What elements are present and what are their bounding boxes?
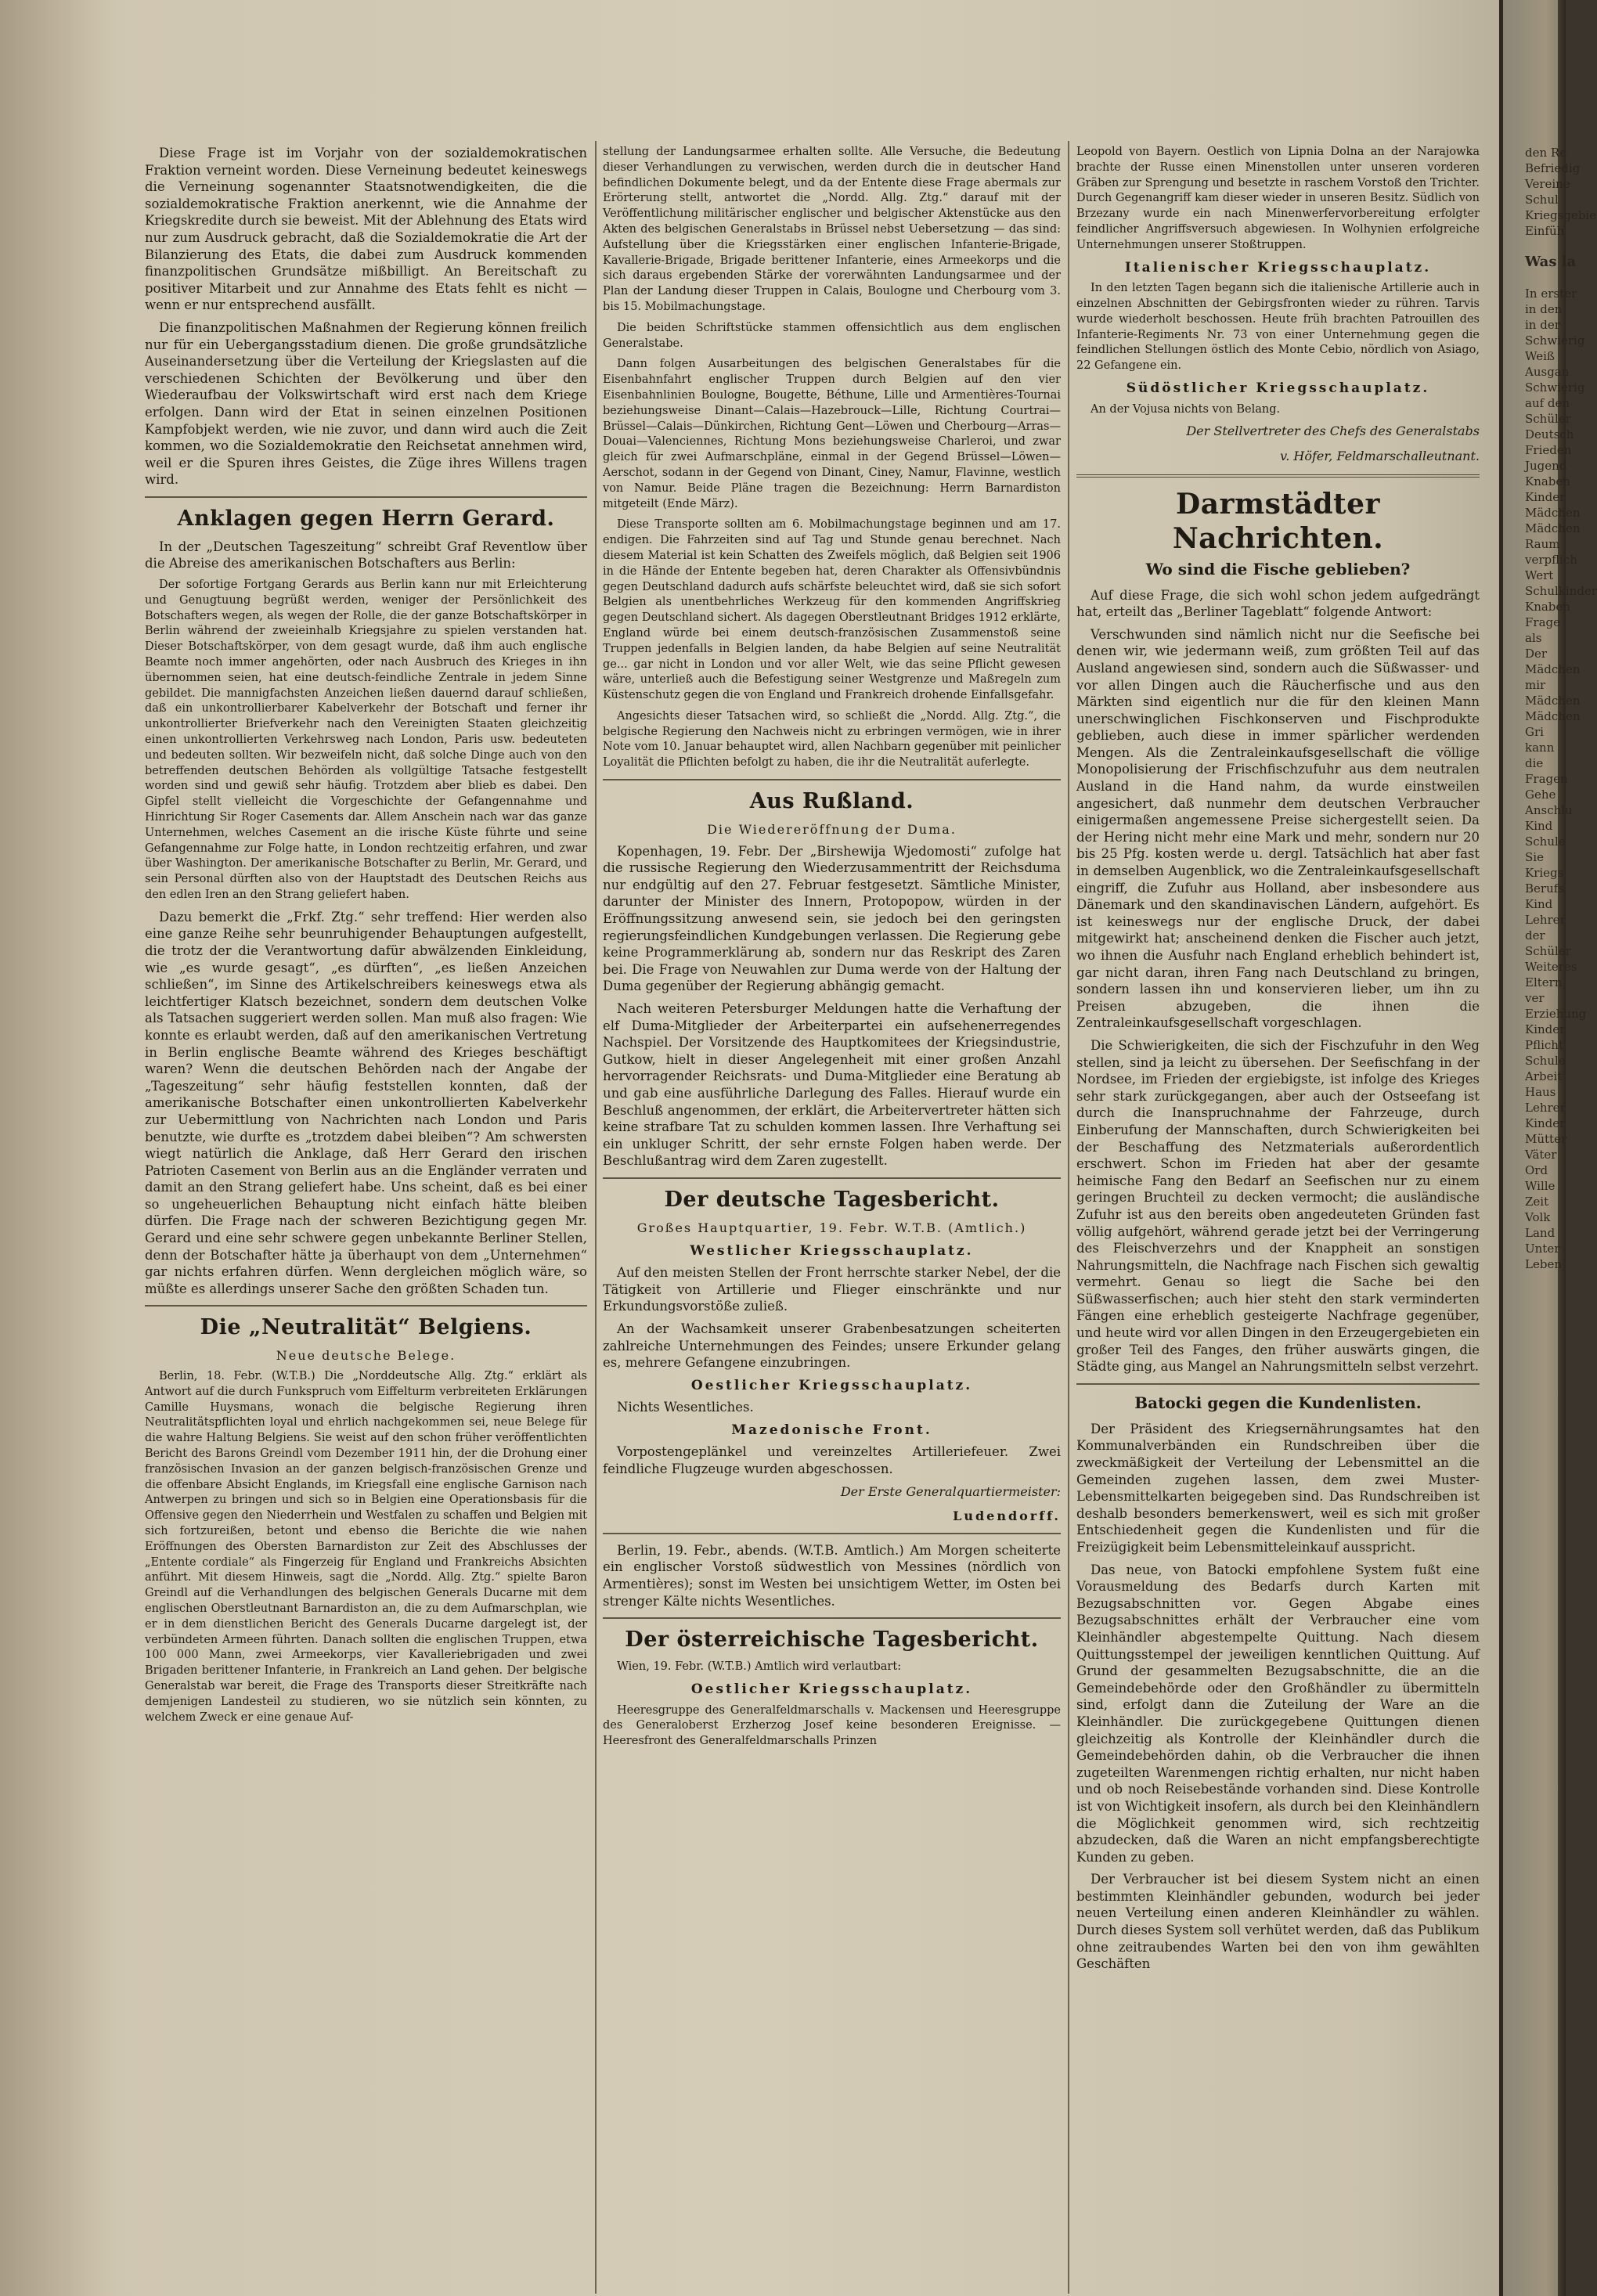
cutoff-line: kann <box>1525 741 1555 755</box>
paragraph: Berlin, 19. Febr., abends. (W.T.B. Amtlich.) Am Morgen scheiterte ein englischer Vorstoß südwestlich von Messines (nördlich von Armentières); sonst im Westen bei unsichtigem Wetter, im Osten bei strenger Kälte nichts Wesentliches. <box>603 1542 1061 1609</box>
cutoff-line: Mädchen <box>1525 709 1581 723</box>
cutoff-line: Arbeit <box>1525 1069 1563 1083</box>
cutoff-line: Kinder <box>1525 1022 1566 1036</box>
paragraph: An der Vojusa nichts von Belang. <box>1091 402 1281 416</box>
section-head: Südöstlicher Kriegsschauplatz. <box>1126 380 1430 396</box>
signature-name <box>603 1508 1061 1525</box>
column-4-cutoff <box>1525 145 1597 2274</box>
paragraph: Nichts Wesentliches. <box>617 1400 754 1415</box>
divider <box>1076 474 1480 478</box>
cutoff-line: Land <box>1525 1226 1556 1240</box>
column-2 <box>603 145 1061 2274</box>
cutoff-line: Pflicht <box>1525 1038 1563 1052</box>
cutoff-line: Kriegs <box>1525 866 1564 880</box>
cutoff-line: Jugend <box>1525 459 1567 473</box>
cutoff-line: in der <box>1525 318 1560 332</box>
cutoff-line: verpflich <box>1525 553 1577 567</box>
cutoff-line: mir <box>1525 678 1546 692</box>
cutoff-line: den Re <box>1525 146 1567 160</box>
article-title-oesterreich: Der österreichische Tagesbericht. <box>625 1627 1039 1653</box>
cutoff-line: Schüler <box>1525 412 1571 426</box>
paragraph: Das neue, von Batocki empfohlene System fußt eine Vorausmeldung des Bedarfs durch Karten mit Bezugsabschnitten vor. Gegen Abgabe eines Bezugsabschnittes erhält der Verbraucher eine vom Kleinhändler abgestempelte Quittung. Nach diesem Quittungsstempel der jeweiligen kenntlichen Quittung. Auf Grund der gesammelten Bezugsabschnitte, die an die Gemeindebehörde oder den Großhändler zu übermitteln sind, erfolgt dann die Zuteilung der Ware an die Kleinhändler. Die zurückgegebene Quittungen dienen gleichzeitig als Kontrolle der Kleinhändler durch die Gemeindebehörden dahin, ob die Verbraucher die ihnen zugeteilten Warenmengen richtig erhalten, nur nicht haben und ob noch Reisebestände vorhanden sind. Diese Kontrolle ist von Wichtigkeit insofern, als durch bei den Kleinhändlern die Möglichkeit genommen wird, sich rechtzeitig abzudecken, daß die Waren an nicht empfangsberechtigte Kunden zu geben. <box>1076 1562 1480 1865</box>
paragraph: Die Schwierigkeiten, die sich der Fischzufuhr in den Weg stellen, sind ja leicht zu übersehen. Der Seefischfang in der Nordsee, im Frieden der ergiebigste, ist infolge des Krieges sehr stark zurückgegangen, aber auch der Ostseefang ist durch die Inanspruchnahme der Fahrzeuge, durch Einberufung der Mannschaften, durch Schwierigkeiten bei der Beschaffung des Netzmaterials außerordentlich erschwert. Schon im Frieden hat aber der gesamte heimische Fang den Bedarf an Seefischen nur zu einem geringen Bruchteil zu decken vermocht; die ausländische Zufuhr ist aus den bereits oben angedeuteten Gründen fast völlig aufgehört, während gerade jetzt bei der Verringerung des Fleischverzehrs und der Knappheit an sonstigen Nahrungsmitteln, die Nachfrage nach Fischen sich gewaltig vermehrt. Genau so liegt die Sache bei den Süßwasserfischen; auch hier steht den stark verminderten Fängen eine erheblich gesteigerte Nachfrage gegenüber, und heute wird vor allen Dingen in den Erzeugergebieten ein großer Teil des Fanges, den früher auswärts gingen, die Städte ging, aus Mangel an Nahrungsmitteln selbst verzehrt. <box>1076 1037 1480 1375</box>
cutoff-line: Kinder <box>1525 490 1566 504</box>
article-title-deutsch: Der deutsche Tagesbericht. <box>664 1187 1000 1212</box>
cutoff-line: Anschlu <box>1525 803 1573 817</box>
paragraph: Die finanzpolitischen Maßnahmen der Regierung können freilich nur für ein Uebergangsstadium dienen. Die große grundsätzliche Auseinandersetzung über die Verteilung der Kriegslasten auf die verschiedenen Schichten der Bevölkerung und über den Wiederaufbau der Volkswirtschaft wird erst nach dem Kriege erfolgen. Dann wird der Etat in seinen einzelnen Positionen Kampfobjekt werden, wie nie zuvor, und dann wird auch die Zeit kommen, wo die Sozialdemokratie den Reichsetat annehmen wird, weil er die Spuren ihres Geistes, die Züge ihres Willens tragen wird. <box>145 319 587 488</box>
cutoff-line: Kind <box>1525 819 1553 833</box>
paragraph: Dazu bemerkt die „Frkf. Ztg.“ sehr treffend: Hier werden also eine ganze Reihe sehr beunruhigender Behauptungen aufgestellt, die trotz der die Verantwortung dafür abwälzenden Einkleidung, wie „es wurde gesagt“, „es dürften“, „es ließen Anzeichen schließen“, im Sinne des Artikelschreibers keineswegs etwa als leichtfertiger Klatsch bezeichnet, sondern dem deutschen Volke als Tatsachen suggeriert werden sollen. Man muß also fragen: Wie konnte es erlaubt werden, daß auf den amerikanischen Vertretung in Berlin englische Beamte während des Krieges beschäftigt waren? Wenn die deutschen Behörden nach der Angabe der „Tageszeitung“ sehr häufig feststellen konnten, daß der amerikanische Botschafter einen unkontrollierten Kabelverkehr zur Uebermittlung von Nachrichten nach London und Paris benutzte, wie durfte es „trotzdem dabei bleiben“? Am schwersten wiegt natürlich die Anklage, daß Herr Gerard den irischen Patrioten Casement von Berlin aus an die Engländer verraten und damit an den Strang geliefert habe. Uns scheint, daß es bei einer so ungeheuerlichen Behauptung nicht einfach hätte bleiben dürfen. Die Frage nach der schweren Bezichtigung gegen Mr. Gerard und eine sehr schwere gegen unbekannte Berliner Stellen, denn der Botschafter hätte ja überhaupt von dem „Unternehmen“ gar nichts erfahren dürfen. Wenn dergleichen möglich wäre, so müßte es allerdings unserer Sache den größten Schaden tun. <box>145 909 587 1296</box>
column-rule <box>595 141 597 2294</box>
cutoff-line: Fragen <box>1525 772 1568 786</box>
cutoff-line: Mädchen <box>1525 662 1581 676</box>
cutoff-line: Frage <box>1525 615 1560 629</box>
paragraph: Diese Frage ist im Vorjahr von der sozialdemokratischen Fraktion verneint worden. Diese Verneinung bedeutet keineswegs die Verneinung sogenannter Staatsnotwendigkeiten, die die sozialdemokratische Fraktion anerkennt, wie die Annahme der Kriegskredite durch sie beweist. Mit der Ablehnung des Etats wird nur zum Ausdruck gebracht, daß die Sozialdemokratie die Art der Bilanzierung des Etats, die dabei zum Ausdruck kommenden finanzpolitischen Grundsätze mißbilligt. An Bereitschaft zu positiver Mitarbeit und zur Annahme des Etats fehlt es nicht — wenn er nur entsprechend ausfällt. <box>145 146 587 313</box>
cutoff-line: Eltern <box>1525 975 1563 989</box>
divider <box>145 1305 587 1307</box>
quote-paragraph: Der sofortige Fortgang Gerards aus Berlin kann nur mit Erleichterung und Genugtuung begrüßt werden, weniger der Persönlichkeit des Botschafters wegen, als wegen der Rolle, die der ganze Botschaftskörper in Berlin während der zweieinhalb Kriegsjahre zu spielen verstanden hat. Dieser Botschaftskörper, von dem gesagt wurde, daß ihm auch englische Beamte noch immer angehörten, oder nach Ausbruch des Krieges in ihn übernommen seien, hat eine deutsch-feindliche Zentrale in jedem Sinne gebildet. Die mannigfachsten Anzeichen ließen dauernd darauf schließen, daß ein unkontrollierbarer Kabelverkehr der Botschaft und ferner ihr unkontrollierter Briefverkehr nach den Vereinigten Staaten gleichzeitig einen unkontrollierten Verkehrsweg nach London, Paris usw. bedeuteten und bedeuten sollten. Wir bezweifeln nicht, daß solche Dinge auch von den betreffenden deutschen Behörden als vollgültige Tatsache festgestellt worden sind und gewiß sehr häufig. Trotzdem aber blieb es dabei. Den Gipfel stellt vielleicht die Vorgeschichte der Gefangennahme und Hinrichtung Sir Roger Casements dar. Allem Anschein nach war das ganze Unternehmen, welches Casement an die irische Küste führte und seine Gefangennahme zur Folge hatte, in London rechtzeitig erfahren, und zwar über Washington. Der amerikanische Botschafter zu Berlin, Mr. Gerard, und sein Personal dürften also von der Hauptstadt des Deutschen Reichs aus den edlen Iren an den Strang geliefert haben. <box>145 579 587 901</box>
divider <box>603 779 1061 780</box>
section-head: Westlicher Kriegsschauplatz. <box>690 1242 974 1259</box>
divider <box>145 496 587 498</box>
cutoff-line: Mädchen <box>1525 506 1581 520</box>
paragraph: In der „Deutschen Tageszeitung“ schreibt Graf Reventlow über die Abreise des amerikanischen Botschafters aus Berlin: <box>145 539 587 571</box>
cutoff-line: Volk <box>1525 1210 1551 1224</box>
cutoff-line: Ausgan <box>1525 365 1570 379</box>
cutoff-line: Deutsch <box>1525 427 1574 442</box>
page-stain <box>0 0 117 2296</box>
divider <box>603 1617 1061 1619</box>
signature-line: Der Erste Generalquartiermeister: <box>840 1483 1061 1499</box>
section-head: Oestlicher Kriegsschauplatz. <box>690 1681 973 1698</box>
cutoff-line: Zeit <box>1525 1195 1549 1209</box>
cutoff-line: Befriedig <box>1525 161 1581 175</box>
cutoff-line: Lehrer <box>1525 1101 1566 1115</box>
cutoff-line: Kind <box>1525 897 1553 911</box>
cutoff-line: Väter <box>1525 1148 1557 1162</box>
cutoff-line: Mädchen <box>1525 694 1581 708</box>
paragraph: Leopold von Bayern. Oestlich von Lipnia Dolna an der Narajowka brachte der Russe einen Minenstollen unter unseren vorderen Gräben zur Sprengung und besetzte in raschem Vorstoß den Trichter. Durch Gegenangriff kam dieser wieder in unseren Besitz. Südlich von Brzezany wurde ein nach Minenwerfervorbereitung erfolgter feindlicher Angriffsversuch abgewiesen. In Wolhynien erfolgreiche Unternehmungen unserer Stoßtruppen. <box>1076 146 1480 251</box>
cutoff-line: Gri <box>1525 725 1544 739</box>
section-head: Oestlicher Kriegsschauplatz. <box>690 1377 973 1393</box>
cutoff-line: der <box>1525 928 1545 943</box>
article-title-belgien: Die „Neutralität“ Belgiens. <box>200 1315 532 1340</box>
cutoff-line: Knaben <box>1525 600 1570 614</box>
cutoff-line: Knaben <box>1525 474 1570 488</box>
cutoff-line: Der <box>1525 647 1548 661</box>
paragraph: An der Wachsamkeit unserer Grabenbesatzungen scheiterten zahlreiche Unternehmungen des Feindes; unsere Erkunder gelang es, mehrere Gefangene einzubringen. <box>603 1321 1061 1371</box>
cutoff-line: Kinder <box>1525 1116 1566 1130</box>
cutoff-line: Berufs <box>1525 881 1564 896</box>
article-title-fische: Wo sind die Fische geblieben? <box>1145 559 1411 579</box>
cutoff-line: Schule <box>1525 1054 1566 1068</box>
column-1 <box>145 145 587 2274</box>
paragraph: Die beiden Schriftstücke stammen offensichtlich aus dem englischen Generalstabe. <box>603 321 1061 350</box>
cutoff-line: Gehe <box>1525 788 1556 802</box>
cutoff-line: Weiteres <box>1525 960 1577 974</box>
cutoff-line: Kriegsgebie <box>1525 208 1597 222</box>
article-title-batocki: Batocki gegen die Kundenlisten. <box>1134 1393 1422 1412</box>
paragraph: Kopenhagen, 19. Febr. Der „Birshewija Wjedomosti“ zufolge hat die russische Regierung den Wiederzusammentritt der Reichsduma nur endgültig auf den 27. Februar festgesetzt. Sämtliche Minister, darunter der Minister des Innern, Protopopow, würden in der Eröffnungssitzung anwesend sein, sie jedoch bei den geringsten regierungsfeindlichen Kundgebungen verlassen. Die Regierung gebe keine Programmerklärung ab, sondern nur das Reskript des Zaren bei. Die Frage von Neuwahlen zur Duma werde von der Haltung der Duma gegenüber der Regierung abhängig gemacht. <box>603 843 1061 994</box>
cutoff-line: Wert <box>1525 568 1554 582</box>
cutoff-line: Lehrer <box>1525 913 1566 927</box>
paragraph: Diese Transporte sollten am 6. Mobilmachungstage beginnen und am 17. endigen. Die Fahrzeiten sind auf Tag und Stunde genau berechnet. Nach diesem Material ist kein Schatten des Zweifels möglich, daß Belgien seit 1906 in die Hände der Entente begeben hat, deren Charakter als Offensivbündnis gegen Deutschland dadurch aufs schärfste beleuchtet wird, daß sie sich sofort Belgien als unentbehrliches Werkzeug für den kommenden Angriffskrieg gegen Deutschland sichert. Als dagegen Oberstleutnant Bridges 1912 erklärte, England würde bei einem deutsch-französischen Zusammenstoß seine Truppen jedenfalls in Belgien landen, da habe Belgien auf seine Neutralität ge... gar nicht in London und vor aller Welt, wie das seine Pflicht gewesen wäre, unterließ auch die Befestigung seiner Westgrenze und Maßregeln zum Küstenschutz gegen die von England und Frankreich drohende Einfallsgefahr. <box>603 518 1061 702</box>
cutoff-line: als <box>1525 631 1542 645</box>
column-rule <box>1068 141 1069 2294</box>
paragraph: Verschwunden sind nämlich nicht nur die Seefische bei denen wir, wie jedermann weiß, zum größten Teil auf das Ausland angewiesen sind, sondern auch die Süßwasser- und vor allen Dingen auch die Räucherfische und aus den Märkten sind eigentlich nur die für den kleinen Mann unerschwinglichen Fischkonserven und Fischprodukte geblieben, auch diese in immer spärlicher werdenden Mengen. Als die Zentraleinkaufsgesellschaft die völlige Monopolisierung der Frischfischzufuhr aus dem neutralen Ausland in die Hand nahm, da wurde einstweilen angesichert, daß nunmehr dem deutschen Verbraucher einigermaßen angemessene Preise sichergestellt seien. Da der Hering nicht mehr eine Mark und mehr, sondern nur 20 bis 25 Pfg. kosten werde u. dergl. Tatsächlich hat aber fast in demselben Augenblick, wo die Zentraleinkaufsgesellschaft eingriff, die Zufuhr aus Holland, aber insbesondere aus Dänemark und den skandinavischen Ländern, aufgehört. Es ist keineswegs nur der englische Druck, der dabei mitgewirkt hat; anscheinend denken die Fischer auch jetzt, wo ihnen die Ausfuhr nach England erheblich behindert ist, gar nicht daran, ihren Fang nach Deutschland zu bringen, sondern lassen ihn und konservieren lieber, um ihn zu Preisen abzugeben, die ihnen die Zentraleinkaufsgesellschaft vorgeschlagen. <box>1076 626 1480 1031</box>
cutoff-line: in den <box>1525 302 1563 316</box>
paragraph: Vorpostengeplänkel und vereinzeltes Artilleriefeuer. Zwei feindliche Flugzeuge wurden abgeschossen. <box>603 1444 1061 1477</box>
paragraph: Der Präsident des Kriegsernährungsamtes hat den Kommunalverbänden ein Rundschreiben über die zweckmäßigkeit der Verteilung der Lebensmittel an die Gemeinden zugehen lassen, dem zwei Muster-Lebensmittelkarten beigegeben sind. Das Rundschreiben ist deshalb besonders bemerkenswert, weil es sich mit großer Entschiedenheit gegen die Kundenlisten und für die Freizügigkeit beim Lebensmitteleinkauf ausspricht. <box>1076 1421 1480 1555</box>
signature-ludendorff: Ludendorff. <box>953 1508 1061 1524</box>
cutoff-line: auf den <box>1525 396 1570 410</box>
cutoff-line: Mütter <box>1525 1132 1567 1146</box>
cutoff-line: Frieden <box>1525 443 1572 457</box>
divider <box>603 1177 1061 1179</box>
cutoff-line: Raum <box>1525 537 1560 551</box>
article-subtitle: Neue deutsche Belege. <box>276 1348 456 1364</box>
paragraph: In den letzten Tagen begann sich die italienische Artillerie auch in einzelnen Abschnitten der Gebirgsfronten wieder zu rühren. Tarvis wurde wiederholt beschossen. Heute früh brachten Patrouillen des Infanterie-Regiments Nr. 73 von einer Unternehmung gegen die feindlichen Stellungen östlich des Monte Cebio, nördlich von Asiago, 22 Gefangene ein. <box>1076 282 1480 373</box>
cutoff-line: Weiß <box>1525 349 1555 363</box>
cutoff-line: Sie <box>1525 850 1544 864</box>
cutoff-line: In erster <box>1525 287 1577 301</box>
paragraph: Angesichts dieser Tatsachen wird, so schließt die „Nordd. Allg. Ztg.“, die belgische Regierung den Nachweis nicht zu erbringen vermögen, wie in ihrer Note vom 10. Januar behauptet wird, allen Nachbarn gegenüber mit peinlicher Loyalität die Pflichten befolgt zu haben, die ihr die Neutralität auferlegte. <box>603 709 1061 770</box>
cutoff-line <box>1525 239 1564 254</box>
cutoff-line: Ord <box>1525 1163 1548 1177</box>
paragraph: Dann folgen Ausarbeitungen des belgischen Generalstabes für die Eisenbahnfahrt englischer Truppen durch Belgien auf den vier Eisenbahnlinien Boulogne, Bougette, Béthune, Lille und Armentières-Tournai beziehungsweise Dinant—Calais—Hazebrouck—Lille, Richtung Courtrai—Brüssel—Calais—Dünkirchen, Richtung Gent—Löwen und Cherbourg—Arras—Douai—Valenciennes, Richtung Mons beziehungsweise Charleroi, und zwar gleich für zwei Aufmarschpläne, einmal in der Gegend Brüssel—Löwen—Aerschot, sodann in der Gegend von Dinant, Ciney, Namur, Flavinne, westlich von Namur. Beide Pläne tragen die Bezeichnung: Herrn Barnardiston mitgeteilt (Ende März). <box>603 358 1061 510</box>
cutoff-line: Erziehung <box>1525 1007 1587 1021</box>
cutoff-line: ver <box>1525 991 1545 1005</box>
cutoff-line: Schule <box>1525 834 1566 849</box>
cutoff-line <box>1525 270 1564 286</box>
paragraph: Der Verbraucher ist bei diesem System nicht an einen bestimmten Kleinhändler gebunden, wodurch bei jeder neuen Verteilung einen anderen Kleinhändler zu wählen. Durch dieses System soll verhütet werden, daß das Publikum ohne zeitraubendes Warten bei den von ihm gewählten Geschäften <box>1076 1872 1480 1972</box>
cutoff-line: die <box>1525 756 1544 770</box>
cutoff-line: Schwierig <box>1525 380 1585 395</box>
paragraph: Auf den meisten Stellen der Front herrschte starker Nebel, der die Tätigkeit von Artillerie und Flieger einschränkte und nur Erkundungsvorstöße zuließ. <box>603 1265 1061 1314</box>
section-head: Italienischer Kriegsschauplatz. <box>1124 259 1432 276</box>
column-3 <box>1076 145 1480 2274</box>
cutoff-line: Schwierig <box>1525 333 1585 348</box>
cutoff-line: Mädchen <box>1525 521 1581 535</box>
cutoff-line: Leben <box>1525 1257 1562 1271</box>
cutoff-line: Schulkinder <box>1525 584 1597 598</box>
cutoff-line: Schüler <box>1525 944 1571 958</box>
signature-line: v. Höfer, Feldmarschalleutnant. <box>1280 448 1480 463</box>
article-subtitle: Die Wiedereröffnung der Duma. <box>707 822 957 838</box>
cutoff-line: Einfüh <box>1525 224 1565 238</box>
paragraph: Wien, 19. Febr. (W.T.B.) Amtlich wird verlautbart: <box>617 1660 902 1674</box>
cutoff-line: Haus <box>1525 1085 1556 1099</box>
section-title-darmstadt: Darmstädter Nachrichten. <box>1172 487 1384 555</box>
paragraph: Nach weiteren Petersburger Meldungen hatte die Verhaftung der elf Duma-Mitglieder der Arbeiterpartei ein aufsehenerregendes Nachspiel. Der Vorsitzende des Hauptkomitees der Kriegsindustrie, Gutkow, hielt in dieser Angelegenheit mit einer großen Anzahl hervorragender Reichsrats- und Duma-Mitglieder eine Beratung ab und gab eine ausführliche Darlegung des Falles. Hierauf wurde ein Beschluß angenommen, der erklärt, die Arbeitervertreter hätten sich keine strafbare Tat zu schulden kommen lassen. Ihre Verhaftung sei ein unkluger Schritt, der sehr ernste Folgen haben werde. Der Beschlußantrag wird dem Zaren zugestellt. <box>603 1001 1061 1169</box>
paragraph: Auf diese Frage, die sich wohl schon jedem aufgedrängt hat, erteilt das „Berliner Tageblatt“ folgende Antwort: <box>1076 587 1480 620</box>
cutoff-line: Vereine <box>1525 177 1570 191</box>
paragraph: stellung der Landungsarmee erhalten sollte. Alle Versuche, die Bedeutung dieser Verhandlungen zu verwischen, werden durch die in deutscher Hand befindlichen Dokumente belegt, und da der Entente diese Frage abermals zur Erörterung stellt, antwortet die „Nordd. Allg. Ztg.“ darauf mit der Veröffentlichung militärischer englischer und belgischer Aktenstücke aus den Akten des belgischen Generalstabs in Brüssel nebst Uebersetzung — das sind: Aufstellung über die Kriegsstärken einer englischen Infanterie-Brigade, Kavallerie-Brigade, Brigade berittener Infanterie, eines Armeekorps und die sich daraus ergebenden Stärke der vorerwähnten Landungsarmee und der Plan der Landung dieser Truppen in Calais, Boulogne und Cherbourg vom 3. bis 15. Mobilmachungstage. <box>603 146 1061 313</box>
dateline: Großes Hauptquartier, 19. Febr. W.T.B. (Amtlich.) <box>636 1220 1027 1235</box>
article-title-gerard: Anklagen gegen Herrn Gerard. <box>177 506 555 531</box>
cutoff-line: Wille <box>1525 1179 1556 1193</box>
cutoff-line: Schul <box>1525 193 1559 207</box>
section-head: Mazedonische Front. <box>731 1422 932 1438</box>
signature-line: Der Stellvertreter des Chefs des Generalstabs <box>1186 424 1480 439</box>
paragraph: Heeresgruppe des Generalfeldmarschalls v. Mackensen und Heeresgruppe des Generaloberst Erzherzog Josef keine besonderen Ereignisse. — Heeresfront des Generalfeldmarschalls Prinzen <box>603 1703 1061 1748</box>
cutoff-line: Unter <box>1525 1242 1560 1256</box>
article-title-russland: Aus Rußland. <box>749 789 914 814</box>
cutoff-line: Was la <box>1525 254 1577 270</box>
divider <box>603 1533 1061 1534</box>
divider <box>1076 1383 1480 1385</box>
paragraph: Berlin, 18. Febr. (W.T.B.) Die „Norddeutsche Allg. Ztg.“ erklärt als Antwort auf die durch Funkspruch vom Eiffelturm verbreiteten Erklärungen Camille Huysmans, wonach die belgische Regierung ihren Neutralitätspflichten loyal und ehrlich nachgekommen sei, neue Belege für die wahre Haltung Belgiens. Sie weist auf den schon früher veröffentlichten Bericht des Barons Greindl vom Dezember 1911 hin, der die Drohung einer französischen Invasion an der ganzen belgisch-französischen Grenze und die offenbare Absicht Englands, im Kriegsfall eine englische Garnison nach Antwerpen zu bringen und sich so in Belgien eine Operationsbasis für die Offensive gegen den Niederrhein und Westfalen zu schaffen und Belgien mit sich fortzureißen, betont und ebenso die Berichte die wie nahen Eröffnungen des Obersten Barnardiston zur Zeit des Abschlusses der „Entente cordiale“ als Fingerzeig für England und Frankreichs Absichten anführt. Mit diesem Hinweis, sagt die „Nordd. Allg. Ztg.“ spielte Baron Greindl auf die Verhandlungen des belgischen Generals Ducarne mit dem englischen Oberstleutnant Barnardiston an, die zu dem Aufmarschplan, wie er in dem dienstlichen Bericht des Generals Ducarne dargelegt ist, der verbündeten Armeen führten. Danach sollten die englischen Truppen, etwa 100 000 Mann, zwei Armeekorps, vier Kavalleriebrigaden und zwei Brigaden berittener Infanterie, in Frankreich an Land gehen. Der belgische Generalstab war bereit, die Frage des Transports dieser Streitkräfte nach demjenigen Landesteil zu studieren, wo sie nützlich sein könnten, zu welchem Zweck er eine genaue Auf- <box>145 1370 587 1724</box>
